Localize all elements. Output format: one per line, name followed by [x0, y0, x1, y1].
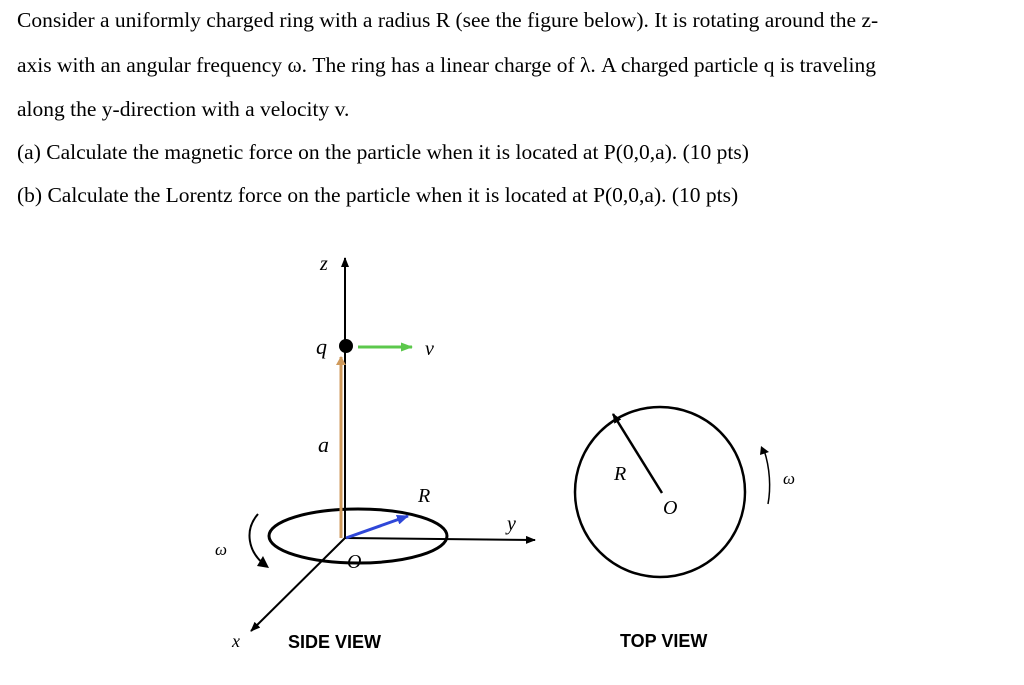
- side-view: [215, 253, 535, 652]
- y-axis: [345, 538, 535, 540]
- side-R-label: R: [418, 485, 431, 507]
- rotation-arrowhead: [257, 556, 269, 568]
- x-label: x: [232, 631, 240, 651]
- part-a-question: (a) Calculate the magnetic force on the particle when it is located at P(0,0,a). (10 pts): [17, 140, 749, 164]
- problem-line-3: along the y-direction with a velocity v.: [17, 97, 350, 121]
- side-origin-label: O: [347, 551, 362, 573]
- top-R-label: R: [614, 463, 627, 485]
- part-b-question: (b) Calculate the Lorentz force on the particle when it is located at P(0,0,a). (10 pts): [17, 183, 739, 207]
- y-label: y: [507, 513, 516, 535]
- problem-line-1: Consider a uniformly charged ring with a radius R (see the figure below). It is rotating around the z-: [17, 8, 879, 32]
- v-label: v: [425, 338, 434, 360]
- side-omega-label: ω: [215, 540, 228, 559]
- top-view: [575, 407, 795, 651]
- particle-q: [339, 339, 353, 353]
- a-label: a: [318, 432, 329, 457]
- top-view-caption: TOP VIEW: [620, 631, 708, 651]
- top-omega-label: ω: [783, 469, 796, 488]
- z-label: z: [320, 253, 328, 275]
- problem-line-2: axis with an angular frequency ω. The ring has a linear charge of λ. A charged particle q is traveling: [17, 53, 876, 77]
- side-view-caption: SIDE VIEW: [288, 632, 382, 652]
- x-axis: [251, 538, 345, 631]
- top-origin-label: O: [663, 497, 678, 519]
- radius-arrow: [346, 516, 408, 538]
- top-rotation-arc: [764, 450, 770, 504]
- q-label: q: [316, 334, 327, 359]
